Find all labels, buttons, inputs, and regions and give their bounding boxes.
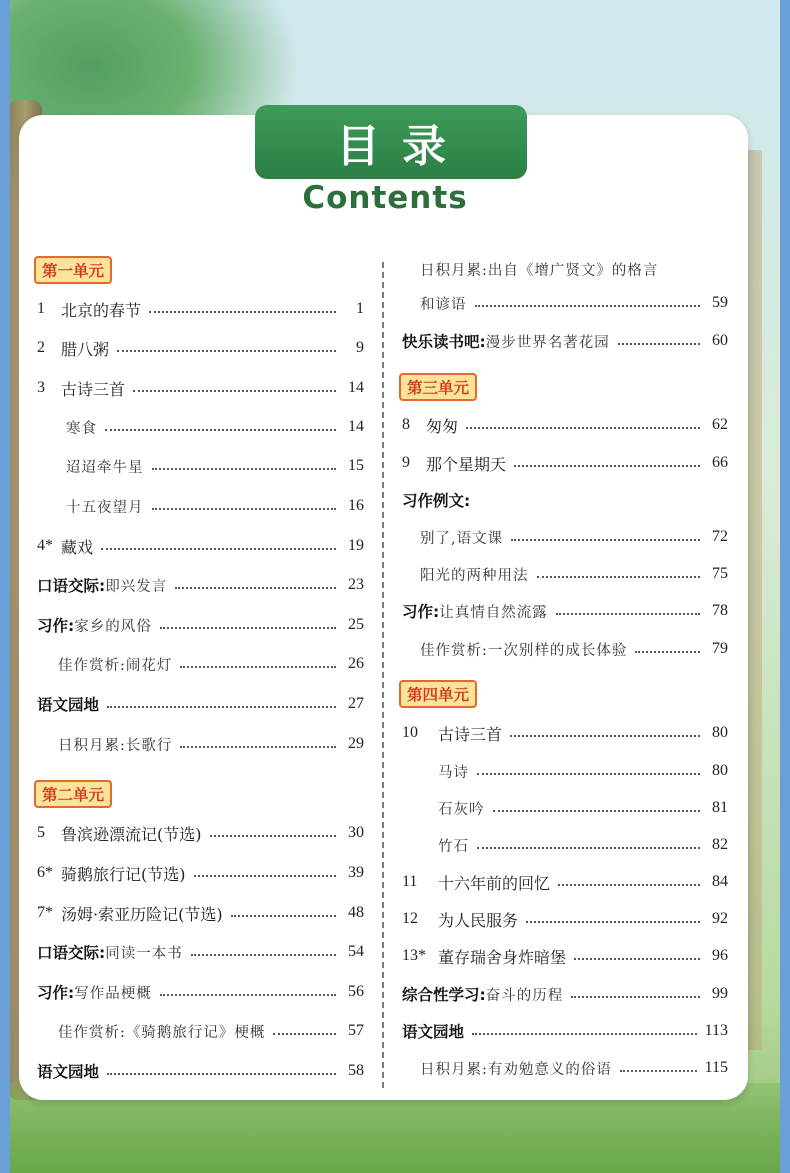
dot-leader — [180, 666, 336, 668]
dot-leader — [558, 884, 700, 886]
page-number: 62 — [712, 416, 728, 433]
section-title: 家乡的风俗 — [74, 618, 152, 635]
dot-leader — [133, 390, 336, 392]
section-title: 日积月累:出自《增广贤文》的格言 — [420, 262, 659, 279]
page-number: 29 — [348, 735, 364, 752]
lesson-number: 9 — [402, 454, 410, 471]
lesson-number: 2 — [37, 339, 45, 356]
dot-leader — [574, 958, 700, 960]
page-number: 27 — [348, 695, 364, 712]
lesson-title: 十六年前的回忆 — [438, 873, 551, 893]
lesson-title: 那个星期天 — [426, 454, 507, 474]
page-number: 23 — [348, 576, 364, 593]
page-number: 113 — [704, 1022, 728, 1039]
section-title: 奋斗的历程 — [485, 987, 564, 1004]
column-divider — [382, 262, 384, 1088]
dot-leader — [475, 305, 701, 307]
dot-leader — [107, 1073, 336, 1075]
dot-leader — [117, 350, 336, 352]
toc-entry[interactable] — [402, 450, 728, 476]
section-title: 佳作赏析:《骑鹅旅行记》梗概 — [58, 1024, 266, 1041]
toc-entry[interactable] — [402, 869, 728, 895]
dot-leader — [556, 613, 700, 615]
toc-entry[interactable] — [402, 906, 728, 932]
toc-entry[interactable] — [37, 612, 364, 638]
section-label: 口语交际: — [37, 944, 106, 962]
toc-entry[interactable] — [37, 533, 364, 559]
lesson-title: 腊八粥 — [61, 339, 110, 359]
page-number: 16 — [348, 497, 364, 514]
page-number: 84 — [712, 873, 728, 890]
section-label: 语文园地 — [37, 1063, 100, 1081]
toc-subentry[interactable] — [58, 651, 364, 677]
page-number: 82 — [712, 836, 728, 853]
section-label: 语文园地 — [402, 1023, 465, 1041]
page-number: 15 — [348, 457, 364, 474]
section-title: 和谚语 — [420, 296, 467, 313]
toc-entry[interactable] — [402, 598, 728, 624]
section-label: 口语交际: — [37, 577, 106, 595]
toc-subentry[interactable] — [420, 561, 728, 587]
dot-leader — [620, 1070, 697, 1072]
toc-subentry[interactable] — [420, 1055, 728, 1081]
dot-leader — [477, 847, 700, 849]
dot-leader — [273, 1033, 336, 1035]
section-title: 同读一本书 — [105, 945, 183, 962]
unit-heading-1: 第一单元 — [34, 256, 112, 284]
lesson-number: 7* — [37, 904, 53, 921]
section-label: 综合性学习: — [402, 986, 486, 1004]
toc-entry[interactable] — [37, 939, 364, 965]
page-number: 99 — [712, 985, 728, 1002]
lesson-title: 藏戏 — [61, 537, 94, 557]
section-title: 日积月累:长歌行 — [58, 737, 173, 754]
page-number: 92 — [712, 910, 728, 927]
section-label: 快乐读书吧: — [402, 333, 486, 351]
section-title: 日积月累:有劝勉意义的俗语 — [420, 1061, 612, 1078]
page-number: 39 — [348, 864, 364, 881]
toc-subentry[interactable] — [420, 636, 728, 662]
lesson-number: 5 — [37, 824, 45, 841]
dot-leader — [105, 429, 336, 431]
lesson-number: 12 — [402, 910, 418, 927]
toc-entry[interactable] — [402, 328, 728, 354]
dot-leader — [635, 651, 700, 653]
toc-entry[interactable] — [37, 900, 364, 926]
toc-entry[interactable] — [37, 335, 364, 361]
page-number: 78 — [712, 602, 728, 619]
section-title: 阳光的两种用法 — [420, 567, 529, 584]
section-title: 漫步世界名著花园 — [485, 334, 610, 351]
dot-leader — [101, 548, 336, 550]
toc-subentry[interactable] — [58, 1018, 364, 1044]
toc-subentry[interactable] — [420, 256, 730, 282]
lesson-number: 1 — [37, 300, 45, 317]
toc-entry[interactable] — [402, 720, 728, 746]
lesson-title: 骑鹅旅行记(节选) — [61, 864, 186, 884]
lesson-title: 古诗三首 — [438, 724, 503, 744]
section-title: 写作品梗概 — [74, 985, 152, 1002]
dot-leader — [149, 311, 336, 313]
poem-title: 石灰吟 — [438, 801, 485, 818]
lesson-number: 6* — [37, 864, 53, 881]
lesson-number: 8 — [402, 416, 410, 433]
page-number: 30 — [348, 824, 364, 841]
toc-entry[interactable] — [37, 979, 364, 1005]
section-title: 即兴发言 — [105, 578, 168, 595]
dot-leader — [160, 994, 336, 996]
page-number: 80 — [712, 762, 728, 779]
lesson-number: 4* — [37, 537, 53, 554]
page-number: 14 — [348, 418, 364, 435]
section-title: 佳作赏析:一次别样的成长体验 — [420, 642, 628, 659]
dot-leader — [152, 508, 337, 510]
dot-leader — [514, 465, 700, 467]
page-subtitle: Contents — [302, 180, 468, 216]
toc-subentry[interactable] — [66, 414, 364, 440]
lesson-number: 10 — [402, 724, 418, 741]
toc-entry[interactable] — [37, 820, 364, 846]
lesson-number: 11 — [402, 873, 418, 890]
lesson-number: 3 — [37, 379, 45, 396]
dot-leader — [191, 954, 336, 956]
page-number: 59 — [712, 294, 728, 311]
toc-subentry[interactable] — [66, 493, 364, 519]
toc-entry[interactable] — [402, 981, 728, 1007]
page-number: 57 — [348, 1022, 364, 1039]
dot-leader — [194, 875, 337, 877]
toc-subentry[interactable] — [438, 832, 728, 858]
dot-leader — [571, 996, 700, 998]
page-number: 66 — [712, 454, 728, 471]
page-number: 72 — [712, 528, 728, 545]
page-number: 81 — [712, 799, 728, 816]
poem-title: 十五夜望月 — [66, 499, 144, 516]
section-title: 让真情自然流露 — [439, 604, 548, 621]
dot-leader — [107, 706, 336, 708]
lesson-title: 为人民服务 — [438, 910, 519, 930]
page-number: 75 — [712, 565, 728, 582]
page-number: 14 — [348, 379, 364, 396]
lesson-title: 鲁滨逊漂流记(节选) — [61, 824, 202, 844]
toc-subentry[interactable] — [66, 453, 364, 479]
dot-leader — [477, 773, 700, 775]
toc-entry[interactable] — [402, 943, 728, 969]
dot-leader — [152, 468, 337, 470]
toc-subentry[interactable] — [58, 731, 364, 757]
dot-leader — [466, 427, 700, 429]
toc-subentry[interactable] — [438, 795, 728, 821]
toc-entry[interactable] — [37, 860, 364, 886]
page-number: 58 — [348, 1062, 364, 1079]
unit-heading-4: 第四单元 — [399, 680, 477, 708]
dot-leader — [210, 835, 337, 837]
toc-subentry[interactable] — [438, 758, 728, 784]
page-number: 80 — [712, 724, 728, 741]
toc-entry[interactable] — [402, 412, 728, 438]
toc-entry[interactable] — [37, 572, 364, 598]
lesson-number: 13* — [402, 947, 426, 964]
section-title: 别了,语文课 — [420, 530, 504, 547]
page-number: 19 — [348, 537, 364, 554]
poem-title: 寒食 — [66, 420, 97, 437]
dot-leader — [493, 810, 701, 812]
section-label: 习作: — [37, 984, 75, 1002]
page-number: 115 — [704, 1059, 728, 1076]
lesson-title: 董存瑞舍身炸暗堡 — [438, 947, 567, 967]
toc-subentry[interactable] — [420, 290, 728, 316]
section-label: 语文园地 — [37, 696, 100, 714]
page-number: 48 — [348, 904, 364, 921]
title-banner — [255, 105, 527, 179]
lesson-title: 汤姆·索亚历险记(节选) — [61, 904, 223, 924]
unit-heading-2: 第二单元 — [34, 780, 112, 808]
dot-leader — [472, 1033, 697, 1035]
toc-entry[interactable] — [37, 691, 364, 717]
page-number: 1 — [356, 300, 364, 317]
dot-leader — [510, 735, 700, 737]
page-number: 25 — [348, 616, 364, 633]
poem-title: 竹石 — [438, 838, 469, 855]
page-title: 目录 — [336, 121, 468, 172]
dot-leader — [537, 576, 701, 578]
lesson-title: 古诗三首 — [61, 379, 126, 399]
page-number: 56 — [348, 983, 364, 1000]
toc-entry[interactable] — [37, 1058, 364, 1084]
dot-leader — [175, 587, 336, 589]
unit-heading-3: 第三单元 — [399, 373, 477, 401]
toc-entry[interactable] — [402, 487, 728, 513]
dot-leader — [526, 921, 700, 923]
section-label: 习作: — [402, 603, 440, 621]
lesson-title: 北京的春节 — [61, 300, 142, 320]
page-number: 60 — [712, 332, 728, 349]
dot-leader — [618, 343, 700, 345]
toc-entry[interactable] — [37, 375, 364, 401]
page-number: 79 — [712, 640, 728, 657]
dot-leader — [511, 539, 700, 541]
toc-entry[interactable] — [37, 296, 364, 322]
toc-entry[interactable] — [402, 1018, 728, 1044]
section-label: 习作: — [37, 617, 75, 635]
page-number: 96 — [712, 947, 728, 964]
dot-leader — [180, 746, 336, 748]
page-number: 9 — [356, 339, 364, 356]
page-number: 26 — [348, 655, 364, 672]
lesson-title: 匆匆 — [426, 416, 459, 436]
section-label: 习作例文: — [402, 492, 471, 510]
dot-leader — [160, 627, 336, 629]
dot-leader — [231, 915, 336, 917]
page-number: 54 — [348, 943, 364, 960]
toc-subentry[interactable] — [420, 524, 728, 550]
poem-title: 马诗 — [438, 764, 469, 781]
section-title: 佳作赏析:闹花灯 — [58, 657, 173, 674]
poem-title: 迢迢牵牛星 — [66, 459, 144, 476]
